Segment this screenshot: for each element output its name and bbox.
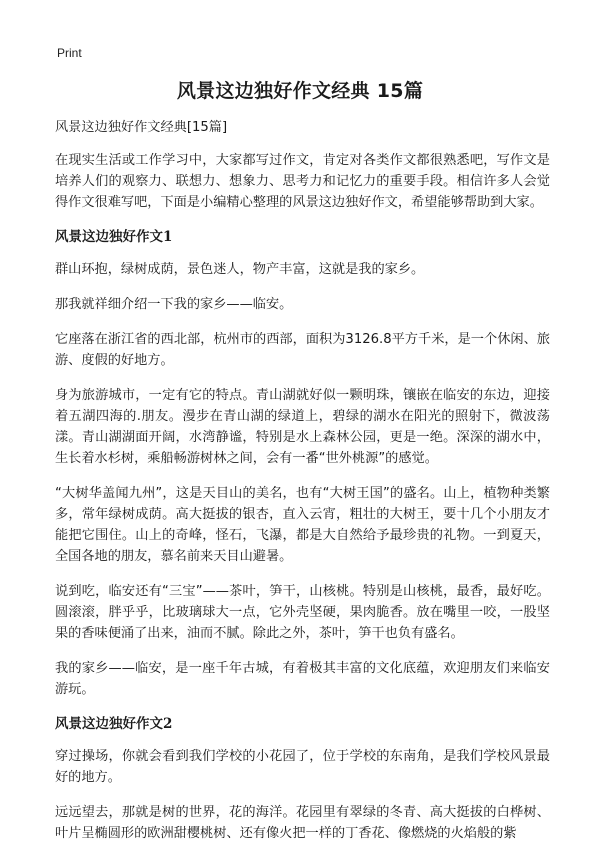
paragraph: 穿过操场，你就会看到我们学校的小花园了，位于学校的东南角，是我们学校风景最好的地方。 [55, 749, 550, 785]
section-heading: 风景这边独好作文1 [55, 229, 173, 245]
document-title: 风景这边独好作文经典 15篇 [176, 80, 424, 102]
paragraph: 身为旅游城市，一定有它的特点。青山湖就好似一颗明珠，镶嵌在临安的东边，迎接着五湖四海的.朋友。漫步在青山湖的绿道上，碧绿的湖水在阳光的照射下，微波荡漾。青山湖湖面开阔，水湾静谧，特别是水上森林公园，更是一绝。深深的湖水中，生长着水杉树，乘船畅游树林之间，会有一番“世外桃源”的感觉。 [55, 388, 550, 466]
paragraph: 那我就祥细介绍一下我的家乡——临安。 [55, 297, 293, 312]
paragraph: 远远望去，那就是树的世界，花的海洋。花园里有翠绿的冬青、高大挺拔的白桦树、叶片呈椭圆形的欧洲甜樱桃树、还有像火把一样的丁香花、像燃烧的火焰般的紫 [55, 805, 550, 841]
section-heading: 风景这边独好作文2 [55, 716, 173, 732]
paragraph: 它座落在浙江省的西北部，杭州市的西部，面积为3126.8平方千米，是一个休闲、旅游、度假的好地方。 [55, 332, 550, 368]
document-body [55, 118, 550, 858]
paragraph: “大树华盖闻九州”，这是天目山的美名，也有“大树王国”的盛名。山上，植物种类繁多，常年绿树成荫。高大挺拔的银杏，直入云宵，粗壮的大树王，要十几个小朋友才能把它围住。山上的奇峰，怪石，飞瀑，都是大自然给予最珍贵的礼物。一到夏天，全国各地的朋友，慕名前来天目山避暑。 [55, 486, 550, 564]
paragraph: 群山环抱，绿树成荫，景色迷人，物产丰富，这就是我的家乡。 [55, 262, 425, 277]
document-subtitle: 风景这边独好作文经典[15篇] [55, 120, 228, 135]
paragraph: 我的家乡——临安，是一座千年古城，有着极其丰富的文化底蕴，欢迎朋友们来临安游玩。 [55, 661, 550, 697]
paragraph: 说到吃，临安还有“三宝”——茶叶，笋干，山核桃。特别是山核桃，最香，最好吃。圆滚滚，胖乎乎，比玻璃球大一点，它外壳坚硬，果肉脆香。放在嘴里一咬，一股坚果的香味便涌了出来，油而不腻。除此之外，茶叶，笋干也负有盛名。 [55, 584, 550, 641]
essay-section-1 [55, 227, 550, 700]
essay-section-2 [55, 714, 550, 844]
print-link[interactable]: Print [57, 46, 82, 60]
intro-paragraph: 在现实生活或工作学习中，大家都写过作文，肯定对各类作文都很熟悉吧，写作文是培养人们的观察力、联想力、想象力、思考力和记忆力的重要手段。相信许多人会觉得作文很难写吧，下面是小编精心整理的风景这边独好作文，希望能够帮助到大家。 [55, 153, 550, 210]
